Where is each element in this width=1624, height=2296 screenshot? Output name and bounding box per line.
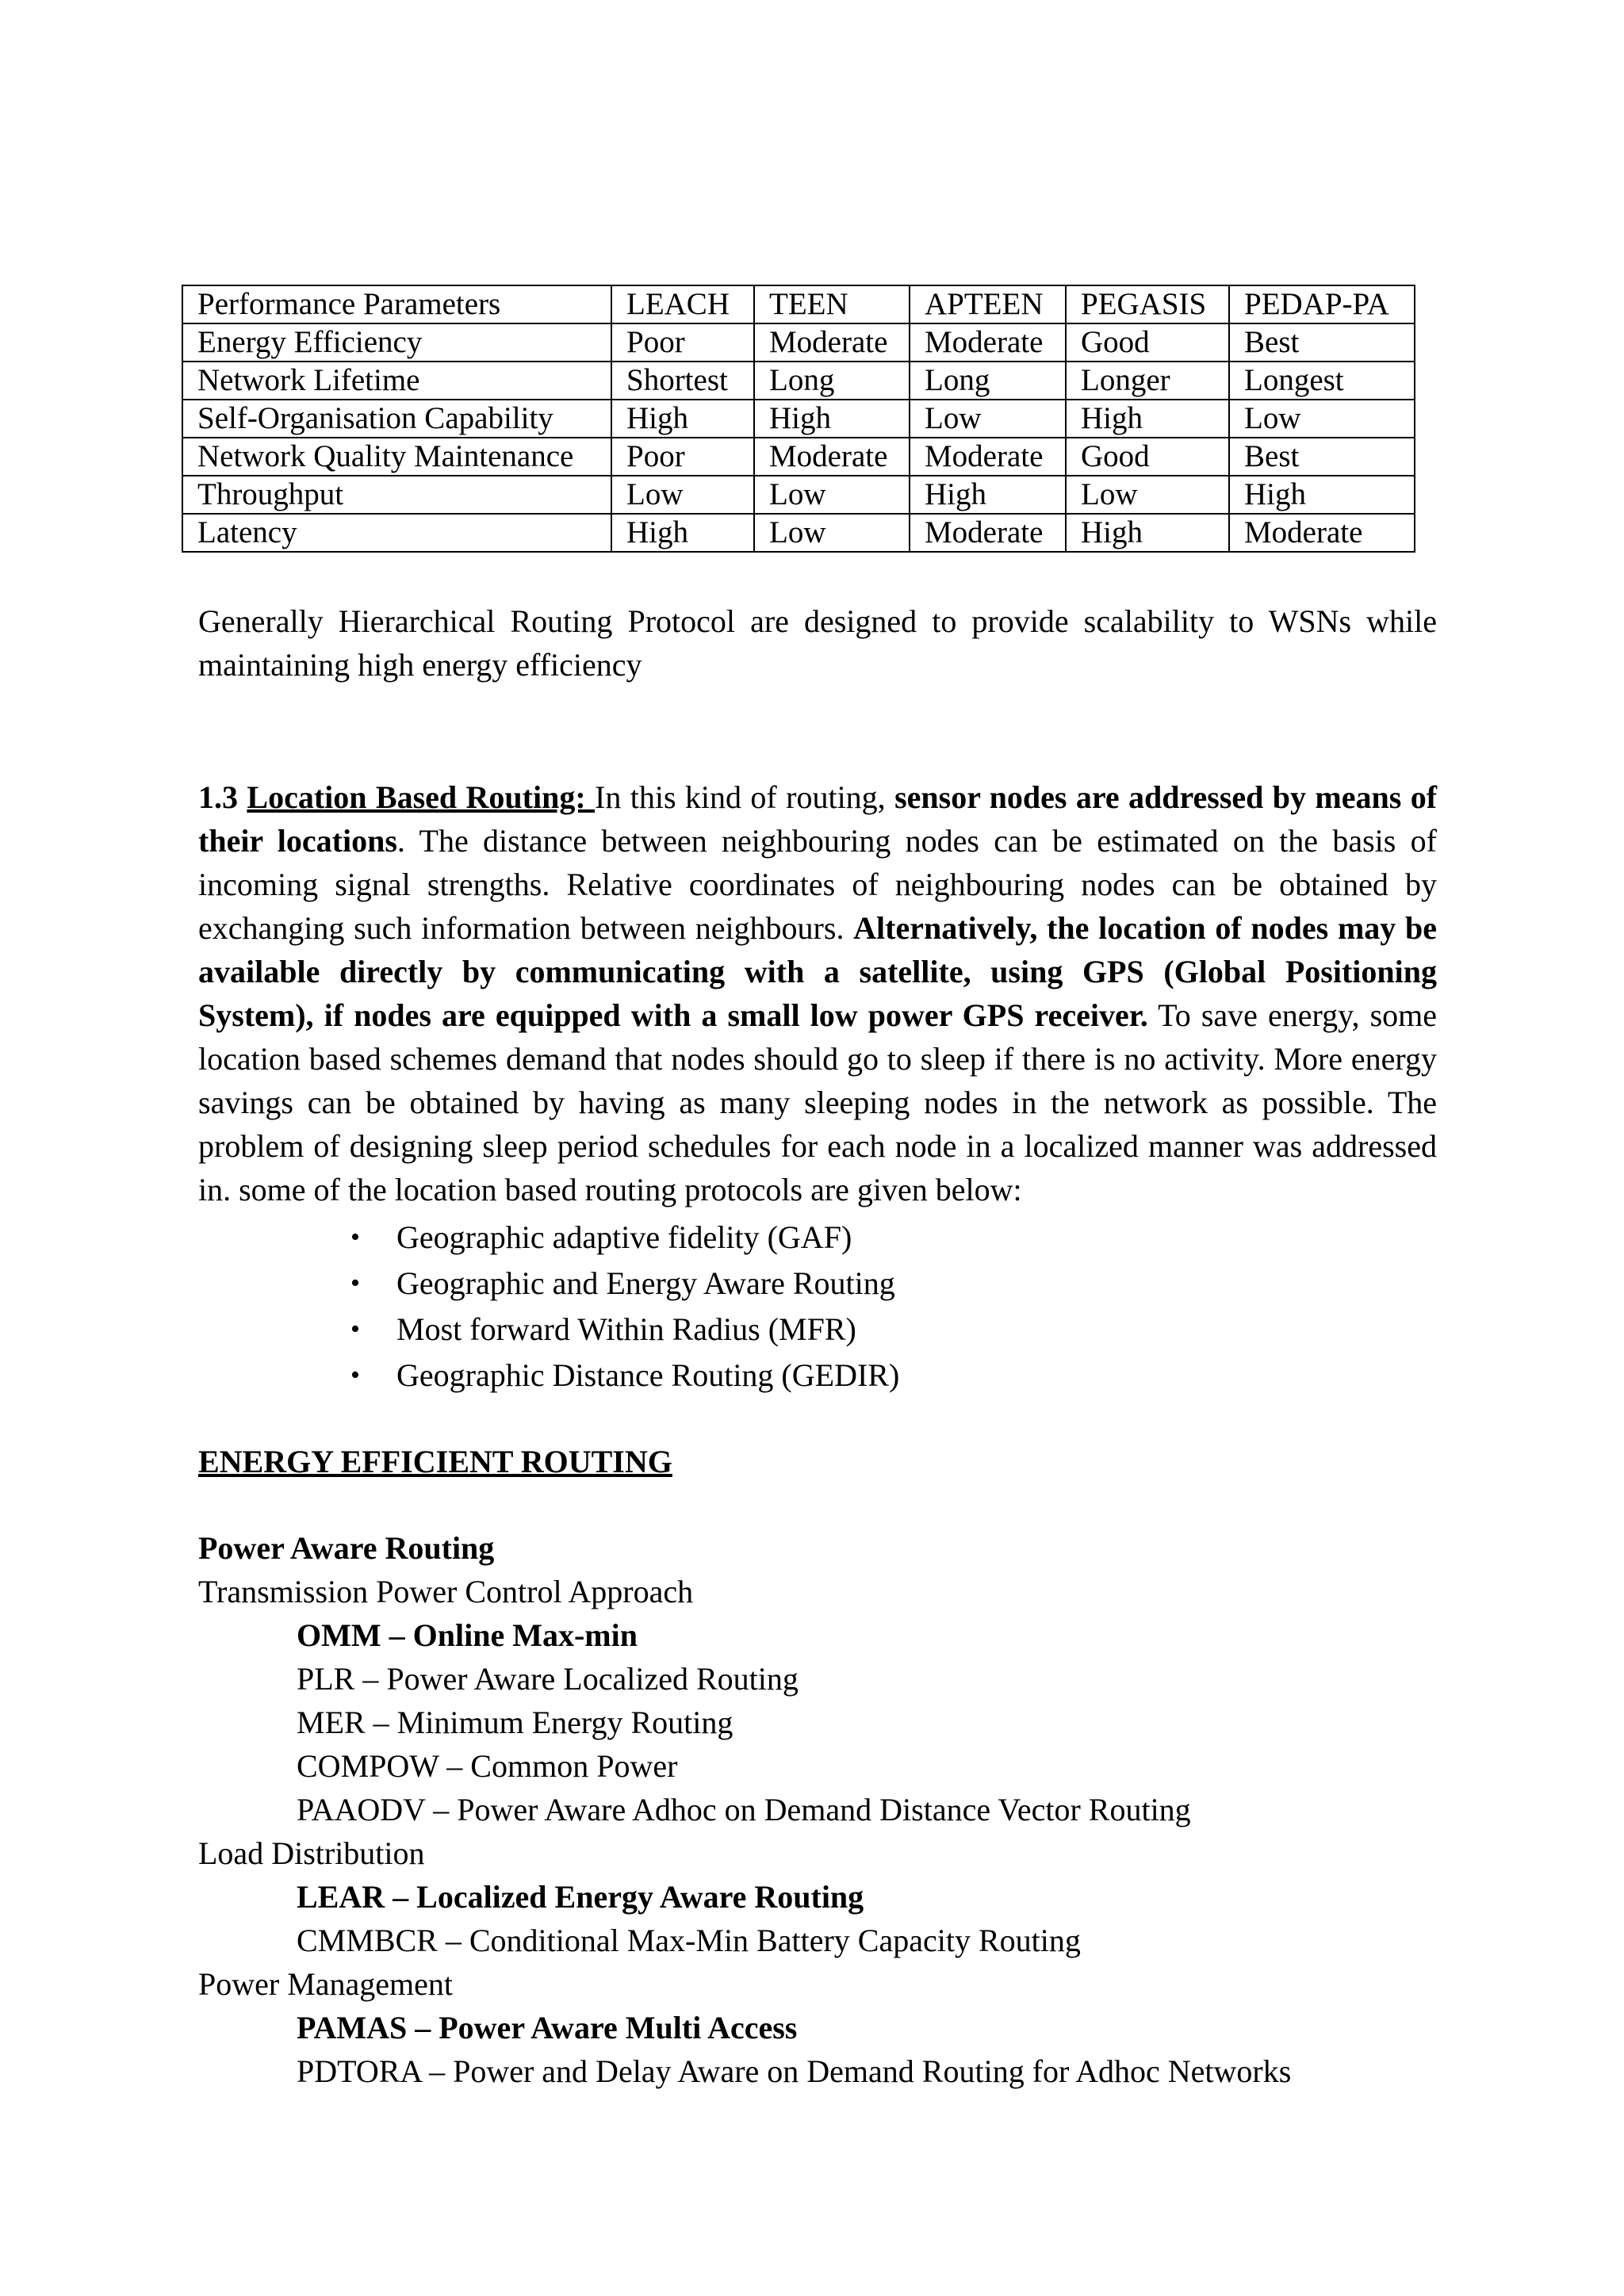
table-cell: Network Lifetime [182,362,611,400]
table-cell: Best [1229,323,1415,362]
table-cell: Moderate [910,323,1066,362]
table-cell: Long [910,362,1066,400]
location-protocol-list [333,1215,899,1399]
table-row [182,323,1415,362]
table-cell: Good [1066,438,1229,476]
group-title: Transmission Power Control Approach [198,1574,694,1609]
table-cell: Poor [611,438,754,476]
list-item-text: Most forward Within Radius (MFR) [396,1311,856,1347]
paragraph-text: To save energy, some location based schemes demand that nodes should go to sleep if there is no activity. More energy savings can be obtained by having as many sleeping nodes in the network as possible. The problem of designing sleep period schedules for each node in a localized manner was addressed in. some of the location based routing protocols are given below: [198,997,1438,1207]
group-item: CMMBCR – Conditional Max-Min Battery Capacity Routing [297,1923,1081,1958]
group-item: OMM – Online Max-min [297,1617,638,1653]
table-cell: Poor [611,323,754,362]
location-routing-paragraph [198,775,1437,1211]
paragraph-bold-text: sensor nodes are addressed by means of their locations [198,779,1438,859]
table-header-cell: APTEEN [910,285,1066,323]
table-cell: Long [754,362,910,400]
table-cell: Low [754,514,910,552]
bullet-icon: • [350,1269,360,1298]
group-title: Load Distribution [198,1835,425,1871]
group-item: LEAR – Localized Energy Aware Routing [297,1879,864,1915]
table-cell: Moderate [754,438,910,476]
group-item: MER – Minimum Energy Routing [297,1705,733,1740]
table-cell: High [1229,476,1415,514]
table-header-cell: PEDAP-PA [1229,285,1415,323]
table-cell: Longer [1066,362,1229,400]
table-cell: Energy Efficiency [182,323,611,362]
table-cell: Latency [182,514,611,552]
table-row [182,438,1415,476]
group-title: Power Management [198,1966,454,2002]
table-row [182,400,1415,438]
bullet-icon: • [350,1360,360,1390]
table-cell: High [910,476,1066,514]
table-cell: Shortest [611,362,754,400]
performance-comparison-table [182,285,1415,553]
paragraph-bold-text: Alternatively, the location of nodes may be available directly by communicating with a satellite, using GPS (Global Positioning System), if nodes are equipped with a small low power GPS receiver. [198,910,1437,1033]
group-item: PAMAS – Power Aware Multi Access [297,2010,798,2045]
list-item [333,1261,899,1307]
list-item-text: Geographic Distance Routing (GEDIR) [396,1357,900,1393]
table-row [182,362,1415,400]
table-cell: Self-Organisation Capability [182,400,611,438]
table-row [182,514,1415,552]
paragraph-text: . The distance between neighbouring nodes can be estimated on the basis of incoming signal strengths. Relative coordinates of neighbouring nodes can be obtained by exchanging such information between neighbours. [198,823,1438,946]
table-cell: Low [1229,400,1415,438]
table-header-cell: LEACH [611,285,754,323]
section-number: 1.3 [198,779,247,815]
table-cell: Good [1066,323,1229,362]
table-cell: Network Quality Maintenance [182,438,611,476]
table-header-cell: TEEN [754,285,910,323]
intro-paragraph: Generally Hierarchical Routing Protocol are designed to provide scalability to WSNs while maintaining high energy efficiency [198,603,1437,683]
list-item-text: Geographic adaptive fidelity (GAF) [396,1219,852,1255]
energy-efficient-routing-heading: ENERGY EFFICIENT ROUTING [198,1444,672,1479]
table-cell: Low [910,400,1066,438]
table-cell: Best [1229,438,1415,476]
group-item: COMPOW – Common Power [297,1748,678,1784]
list-item [333,1215,899,1261]
table-header-row [182,285,1415,323]
bullet-icon: • [350,1314,360,1344]
bullet-icon: • [350,1223,360,1252]
table-cell: High [611,400,754,438]
table-cell: Moderate [910,438,1066,476]
group-item: PLR – Power Aware Localized Routing [297,1661,799,1697]
table-cell: Moderate [1229,514,1415,552]
paragraph-text: In this kind of routing, [595,779,895,815]
table-row [182,476,1415,514]
group-item: PDTORA – Power and Delay Aware on Demand Routing for Adhoc Networks [297,2053,1292,2089]
table-cell: High [1066,514,1229,552]
table-cell: High [1066,400,1229,438]
group-item: PAAODV – Power Aware Adhoc on Demand Distance Vector Routing [297,1792,1191,1827]
table-cell: Moderate [910,514,1066,552]
table-header-cell: PEGASIS [1066,285,1229,323]
list-item-text: Geographic and Energy Aware Routing [396,1265,895,1301]
table-cell: Throughput [182,476,611,514]
table-cell: Low [611,476,754,514]
section-title: Location Based Routing: [247,779,596,815]
table-header-cell: Performance Parameters [182,285,611,323]
table-cell: High [611,514,754,552]
list-item [333,1307,899,1353]
table-cell: Low [1066,476,1229,514]
table-cell: Longest [1229,362,1415,400]
list-item [333,1353,899,1399]
table-cell: Low [754,476,910,514]
power-aware-routing-heading: Power Aware Routing [198,1530,495,1566]
table-cell: Moderate [754,323,910,362]
table-cell: High [754,400,910,438]
